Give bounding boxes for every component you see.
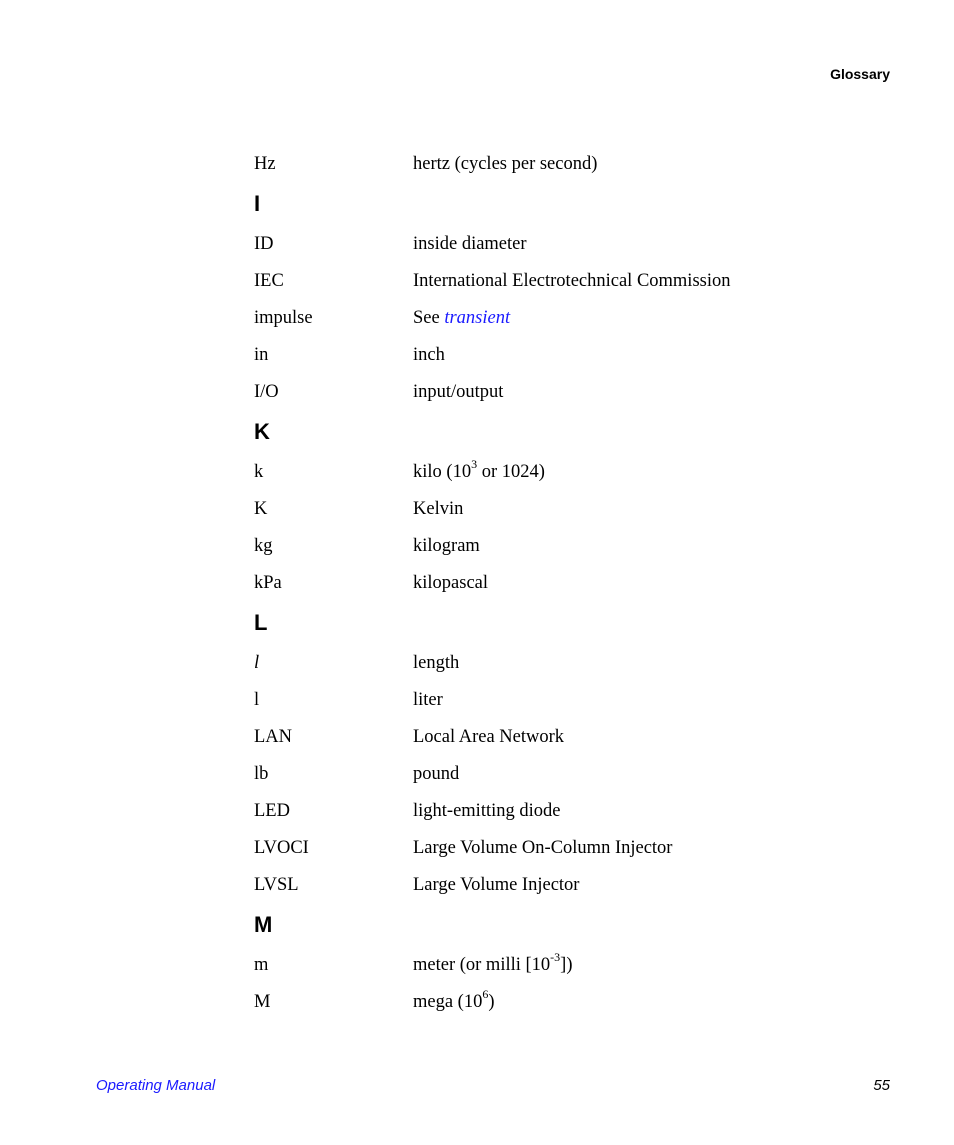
glossary-definition: liter <box>413 690 443 710</box>
glossary-definition: kilopascal <box>413 573 489 593</box>
letter-heading-i: I <box>254 191 261 216</box>
footer-page-number: 55 <box>873 1077 890 1094</box>
glossary-term: I/O <box>254 382 279 402</box>
letter-heading-l: L <box>254 610 268 635</box>
footer-manual-title[interactable]: Operating Manual <box>96 1077 216 1094</box>
definition-prefix: mega (10 <box>413 992 483 1012</box>
definition-prefix: meter (or milli [10 <box>413 955 551 975</box>
glossary-term: IEC <box>254 271 284 291</box>
glossary-definition: inch <box>413 345 445 365</box>
glossary-term: k <box>254 462 264 482</box>
glossary-term: l <box>254 690 260 710</box>
glossary-term: LVOCI <box>254 838 309 858</box>
definition-suffix: ) <box>488 992 495 1012</box>
glossary-definition: input/output <box>413 382 504 402</box>
definition-prefix: See <box>413 308 445 328</box>
glossary-term: Hz <box>254 154 276 174</box>
glossary-definition: pound <box>413 764 460 784</box>
glossary-term: kg <box>254 536 273 556</box>
definition-superscript: 3 <box>471 456 478 471</box>
glossary-term: ID <box>254 234 274 254</box>
glossary-term: m <box>254 955 269 975</box>
glossary-definition: hertz (cycles per second) <box>413 154 598 174</box>
glossary-definition: light-emitting diode <box>413 801 561 821</box>
glossary-term: in <box>254 345 269 365</box>
glossary-definition: Kelvin <box>413 499 464 519</box>
letter-heading-m: M <box>254 912 273 937</box>
definition-suffix: or 1024) <box>477 462 545 482</box>
definition-superscript: 6 <box>482 986 489 1001</box>
glossary-definition: length <box>413 653 460 673</box>
glossary-definition <box>413 306 510 330</box>
letter-heading-k: K <box>254 419 270 444</box>
glossary-term: LED <box>254 801 290 821</box>
glossary-term: lb <box>254 764 269 784</box>
glossary-definition <box>413 949 573 977</box>
glossary-term: LVSL <box>254 875 299 895</box>
definition-suffix: ]) <box>560 955 573 975</box>
glossary-term: kPa <box>254 573 282 593</box>
glossary-definition: Local Area Network <box>413 727 565 747</box>
glossary-term: l <box>254 653 260 673</box>
glossary-definition: International Electrotechnical Commission <box>413 271 731 291</box>
definition-prefix: kilo (10 <box>413 462 472 482</box>
glossary-term: M <box>254 992 271 1012</box>
glossary-definition <box>413 456 545 484</box>
glossary-definition <box>413 986 495 1014</box>
section-header: Glossary <box>830 66 890 82</box>
glossary-definition: kilogram <box>413 536 480 556</box>
transient-link[interactable]: transient <box>444 308 511 328</box>
glossary-term: K <box>254 499 268 519</box>
glossary-definition: Large Volume On-Column Injector <box>413 838 673 858</box>
definition-superscript: -3 <box>550 949 561 964</box>
glossary-definition: Large Volume Injector <box>413 875 580 895</box>
glossary-term: impulse <box>254 308 313 328</box>
glossary-term: LAN <box>254 727 293 747</box>
glossary-definition: inside diameter <box>413 234 527 254</box>
